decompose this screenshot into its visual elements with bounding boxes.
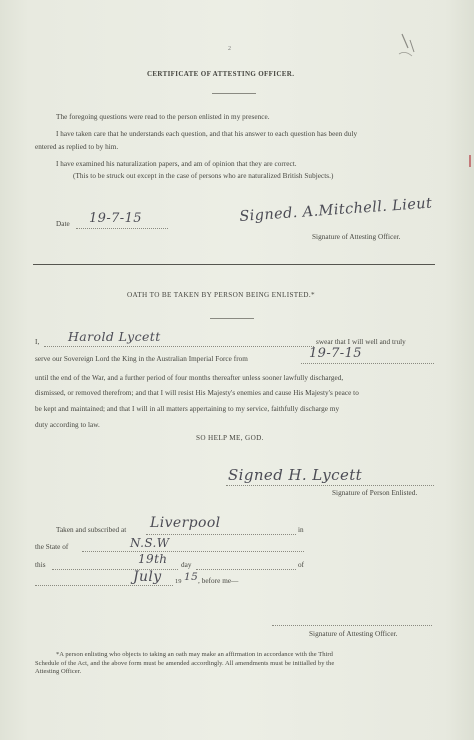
month-dotted-line <box>196 569 296 570</box>
enlistee-signature-dotted-line <box>226 485 434 486</box>
enlistee-name: Harold Lycett <box>68 329 161 344</box>
enlistment-from-date: 19-7-15 <box>309 346 362 361</box>
naturalization-note: (This to be struck out except in the case of persons who are naturalized British Subjects.) <box>73 172 334 180</box>
oath-line6: duty according to law. <box>35 421 100 429</box>
certificate-para2-line1: I have taken care that he understands each question, and that his answer to each question has been duly <box>56 130 358 138</box>
oath-title: OATH TO BE TAKEN BY PERSON BEING ENLISTED.* <box>127 291 315 299</box>
month-value: July <box>133 569 162 585</box>
attesting-officer-signature: Signed. A.Mitchell. Lieut <box>238 195 433 225</box>
date-value: 19-7-15 <box>89 211 142 226</box>
state-dotted-line <box>82 551 304 552</box>
pencil-mark-icon <box>396 30 422 62</box>
red-margin-mark <box>469 155 471 167</box>
state-value: N.S.W <box>130 536 170 550</box>
date-dotted-line <box>76 228 168 229</box>
oath-line2: serve our Sovereign Lord the King in the Australian Imperial Force from <box>35 355 248 363</box>
page-number: 2 <box>228 46 232 52</box>
day-value: 19th <box>138 552 168 566</box>
year-prefix: 19 <box>175 578 182 585</box>
footnote-line2: Schedule of the Act, and the above form must be amended accordingly. All amendments must be initialled by the <box>35 660 335 667</box>
state-label: the State of <box>35 543 69 551</box>
enlistee-signature: Signed H. Lycett <box>228 466 363 484</box>
place-value: Liverpool <box>150 515 221 531</box>
before-me-label: , before me— <box>198 577 239 585</box>
oath-title-rule <box>210 318 254 319</box>
oath-line5: be kept and maintained; and that I will in all matters appertaining to my service, faithfully discharge my <box>35 405 340 413</box>
certificate-para3: I have examined his naturalization papers, and am of opinion that they are correct. <box>56 160 297 168</box>
taken-subscribed-label: Taken and subscribed at <box>56 526 127 534</box>
year-value: 15 <box>184 571 199 583</box>
oath-i-label: I, <box>35 338 40 346</box>
oath-line4: dismissed, or removed therefrom; and that I will resist His Majesty's enemies and cause His Majesty's peace to <box>35 389 359 397</box>
in-label: in <box>298 526 304 534</box>
name-dotted-line <box>44 346 314 347</box>
month-value-dotted-line <box>35 585 173 586</box>
oath-line3: until the end of the War, and a further period of four months thereafter unless sooner lawfully discharged, <box>35 374 344 382</box>
from-dotted-line <box>301 363 434 364</box>
of-label: of <box>298 561 305 569</box>
section-divider <box>33 264 435 265</box>
enlistee-signature-label: Signature of Person Enlisted. <box>332 489 418 497</box>
attesting-signature-dotted-line <box>272 625 432 626</box>
place-dotted-line <box>146 534 296 535</box>
attesting-signature-label: Signature of Attesting Officer. <box>309 630 398 638</box>
title-rule <box>212 93 256 94</box>
certificate-para2-line2: entered as replied to by him. <box>35 143 119 151</box>
day-label: day <box>181 561 192 569</box>
certificate-para1: The foregoing questions were read to the person enlisted in my presence. <box>56 113 270 121</box>
date-label: Date <box>56 220 70 228</box>
this-label: this <box>35 561 46 569</box>
footnote-line3: Attesting Officer. <box>35 668 82 675</box>
footnote-line1: *A person enlisting who objects to taking an oath may make an affirmation in accordance with the Third <box>56 651 333 658</box>
attesting-officer-signature-label: Signature of Attesting Officer. <box>312 233 401 241</box>
oath-line1-end: swear that I will well and truly <box>316 338 406 346</box>
certificate-title: CERTIFICATE OF ATTESTING OFFICER. <box>147 70 295 78</box>
oath-closing: SO HELP ME, GOD. <box>196 434 264 442</box>
